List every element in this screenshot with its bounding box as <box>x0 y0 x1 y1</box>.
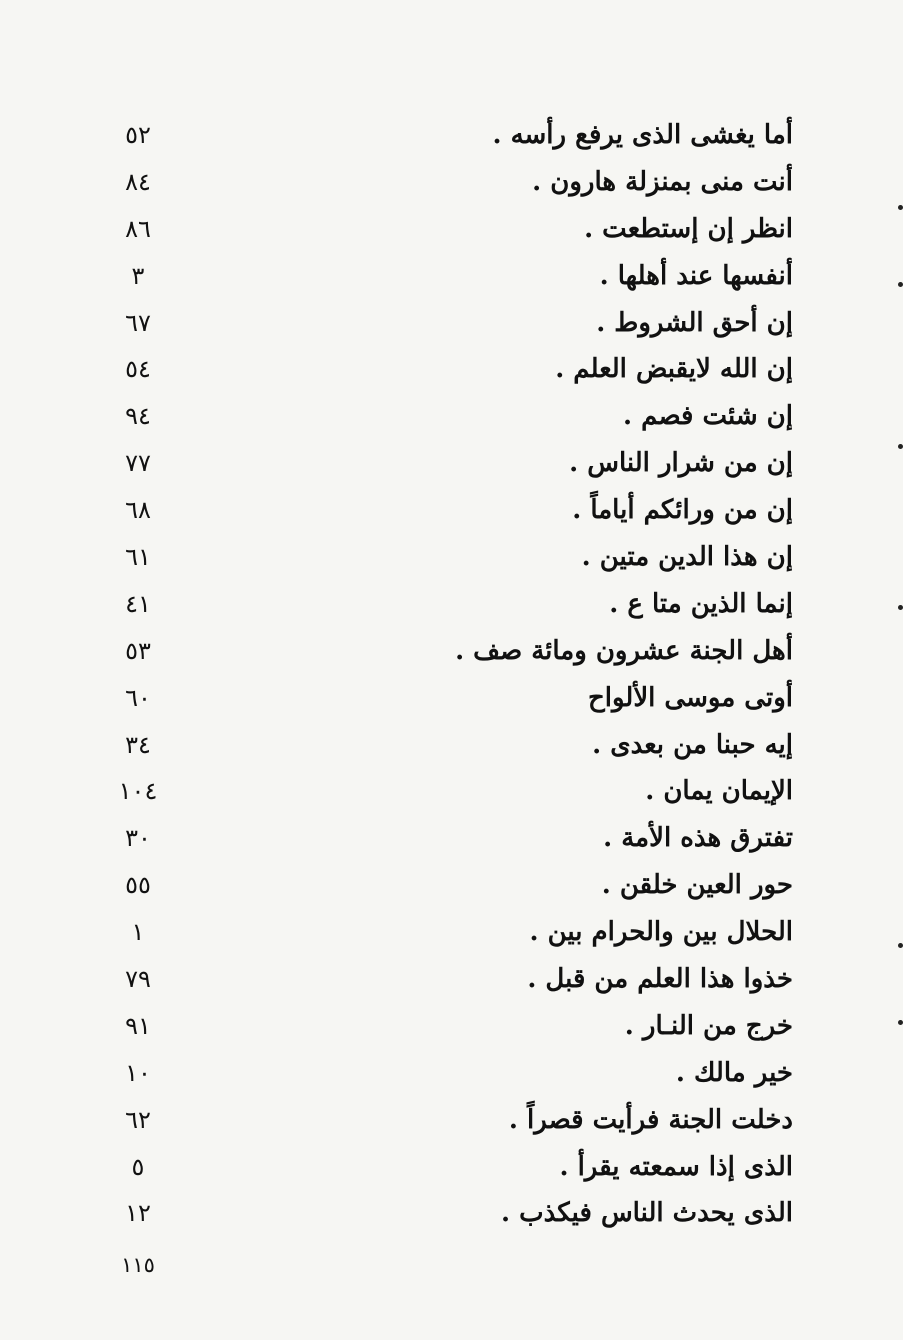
index-entry <box>0 487 903 534</box>
entry-page-number: ٦٢ <box>125 1105 151 1134</box>
entry-page-number: ١ <box>131 918 145 947</box>
entry-title: أنت منى بمنزلة هارون . <box>532 166 793 197</box>
entry-page-number: ٦٧ <box>125 308 151 337</box>
entry-page-number: ٥٤ <box>125 355 151 384</box>
edge-mark <box>898 282 903 287</box>
index-entry <box>0 815 903 862</box>
entry-title: خير مالك . <box>675 1057 793 1088</box>
entry-title: أهل الجنة عشرون ومائة صف . <box>455 635 793 666</box>
index-entry <box>0 581 903 628</box>
entry-page-number: ٧٧ <box>125 449 151 478</box>
index-entry <box>0 628 903 675</box>
index-entry <box>0 300 903 347</box>
edge-mark <box>898 444 903 449</box>
index-entry <box>0 346 903 393</box>
entry-title: أنفسها عند أهلها . <box>599 260 793 291</box>
edge-mark <box>898 205 903 210</box>
entry-page-number: ٣٤ <box>125 730 151 759</box>
index-entries <box>0 112 903 1237</box>
entry-title: إن هذا الدين متين . <box>581 542 793 573</box>
entry-page-number: ٣٠ <box>125 824 151 853</box>
entry-page-number: ٦١ <box>125 543 151 572</box>
entry-title: خرج من النـار . <box>624 1010 793 1041</box>
entry-page-number: ٨٤ <box>125 167 151 196</box>
edge-mark <box>898 1020 903 1025</box>
index-entry <box>0 1144 903 1191</box>
index-entry <box>0 722 903 769</box>
entry-title: إيه حبنا من بعدى . <box>592 729 793 760</box>
entry-page-number: ٦٨ <box>125 496 151 525</box>
entry-title: تفترق هذه الأمة . <box>603 823 793 854</box>
index-entry <box>0 1003 903 1050</box>
page-folio-number: ١١٥ <box>121 1253 155 1277</box>
edge-mark <box>898 605 903 610</box>
index-entry <box>0 159 903 206</box>
entry-title: إن من ورائكم أياماً . <box>572 495 793 526</box>
entry-title: حور العين خلقن . <box>601 870 793 901</box>
index-entry <box>0 909 903 956</box>
entry-page-number: ٩٤ <box>125 402 151 431</box>
index-entry <box>0 393 903 440</box>
entry-page-number: ٣ <box>131 261 145 290</box>
entry-page-number: ٧٩ <box>125 965 151 994</box>
index-entry <box>0 534 903 581</box>
entry-page-number: ٥٣ <box>125 636 151 665</box>
entry-title: خذوا هذا العلم من قبل . <box>527 964 793 995</box>
index-entry <box>0 206 903 253</box>
index-entry <box>0 253 903 300</box>
entry-page-number: ٥٢ <box>125 121 151 149</box>
entry-page-number: ٥ <box>131 1152 145 1181</box>
entry-title: دخلت الجنة فرأيت قصراً . <box>508 1104 793 1135</box>
index-entry <box>0 956 903 1003</box>
entry-page-number: ٤١ <box>125 589 151 618</box>
entry-title: الحلال بين والحرام بين . <box>529 917 793 948</box>
entry-title: إن شئت فصم . <box>623 401 793 432</box>
entry-title: إن الله لايقبض العلم . <box>555 354 793 385</box>
entry-page-number: ٥٥ <box>125 871 151 900</box>
index-entry <box>0 768 903 815</box>
entry-title: إن أحق الشروط . <box>596 307 793 338</box>
entry-page-number: ٦٠ <box>125 683 151 712</box>
index-entry <box>0 440 903 487</box>
entry-page-number: ١٢ <box>125 1199 151 1228</box>
entry-page-number: ٩١ <box>125 1011 151 1040</box>
entry-title: انظر إن إستطعت . <box>584 213 793 244</box>
entry-page-number: ١٠ <box>125 1058 151 1087</box>
index-entry <box>0 112 903 159</box>
entry-title: إنما الذين متا ع . <box>609 588 793 619</box>
index-entry <box>0 1050 903 1097</box>
index-entry <box>0 1097 903 1144</box>
edge-mark <box>898 943 903 948</box>
entry-title: الإيمان يمان . <box>645 776 793 807</box>
entry-page-number: ١٠٤ <box>118 777 158 806</box>
entry-title: الذى إذا سمعته يقرأ . <box>559 1151 793 1182</box>
entry-title: أوتى موسى الألواح <box>587 682 793 713</box>
entry-page-number: ٨٦ <box>125 214 151 243</box>
index-entry <box>0 675 903 722</box>
entry-title: الذى يحدث الناس فيكذب . <box>501 1198 793 1229</box>
entry-title: إن من شرار الناس . <box>569 448 793 479</box>
entry-title: أما يغشى الذى يرفع رأسه . <box>492 120 793 150</box>
index-entry <box>0 862 903 909</box>
index-entry <box>0 1190 903 1237</box>
